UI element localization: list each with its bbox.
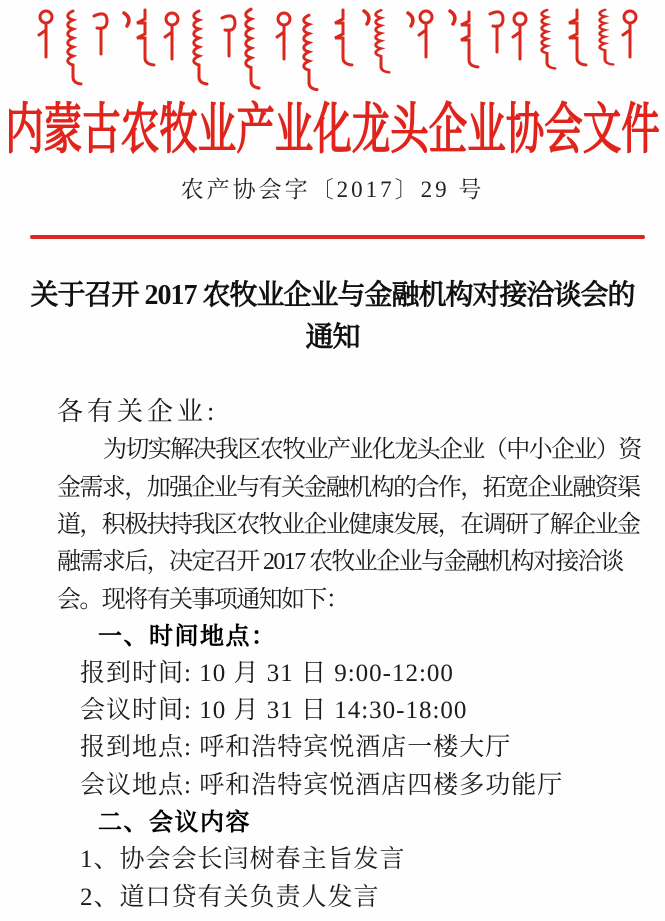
notice-title — [0, 275, 665, 359]
body-line: 融需求后，决定召开 2017 农牧业企业与金融机构对接洽谈 — [57, 549, 623, 576]
body-line: 会。现将有关事项通知如下： — [57, 586, 349, 613]
notice-title-line2: 通知 — [305, 322, 360, 353]
notice-body — [57, 391, 641, 913]
body-line: 道，积极扶持我区农牧业企业健康发展，在调研了解企业金 — [57, 512, 640, 539]
red-divider-line — [30, 235, 645, 239]
body-line: 为切实解决我区农牧业产业化龙头企业（中小企业）资 — [103, 437, 641, 464]
notice-title-line1: 关于召开 2017 农牧业企业与金融机构对接洽谈会的 — [30, 280, 635, 311]
body-line: 会议地点: 呼和浩特宾悦酒店四楼多功能厅 — [80, 771, 564, 799]
body-line: 1、协会会长闫树春主旨发言 — [80, 846, 406, 874]
body-line: 2、道口贷有关负责人发言 — [80, 883, 380, 911]
doc-number: 农产协会字〔2017〕29 号 — [180, 176, 485, 202]
body-line: 金需求，加强企业与有关金融机构的合作，拓宽企业融资渠 — [57, 474, 640, 501]
salutation: 各有关企业: — [57, 397, 219, 427]
body-line: 报到地点: 呼和浩特宾悦酒店一楼大厅 — [80, 734, 512, 762]
body-line: 会议时间: 10 月 31 日 14:30-18:00 — [80, 697, 468, 725]
body-line: 报到时间: 10 月 31 日 9:00-12:00 — [80, 659, 454, 687]
org-title-text: 内蒙古农牧业产业化龙头企业协会文件 — [5, 98, 660, 160]
org-title — [0, 88, 665, 160]
body-line: 一、时间地点： — [98, 622, 277, 650]
body-line: 二、会议内容 — [98, 809, 251, 837]
body-lines — [57, 428, 641, 913]
